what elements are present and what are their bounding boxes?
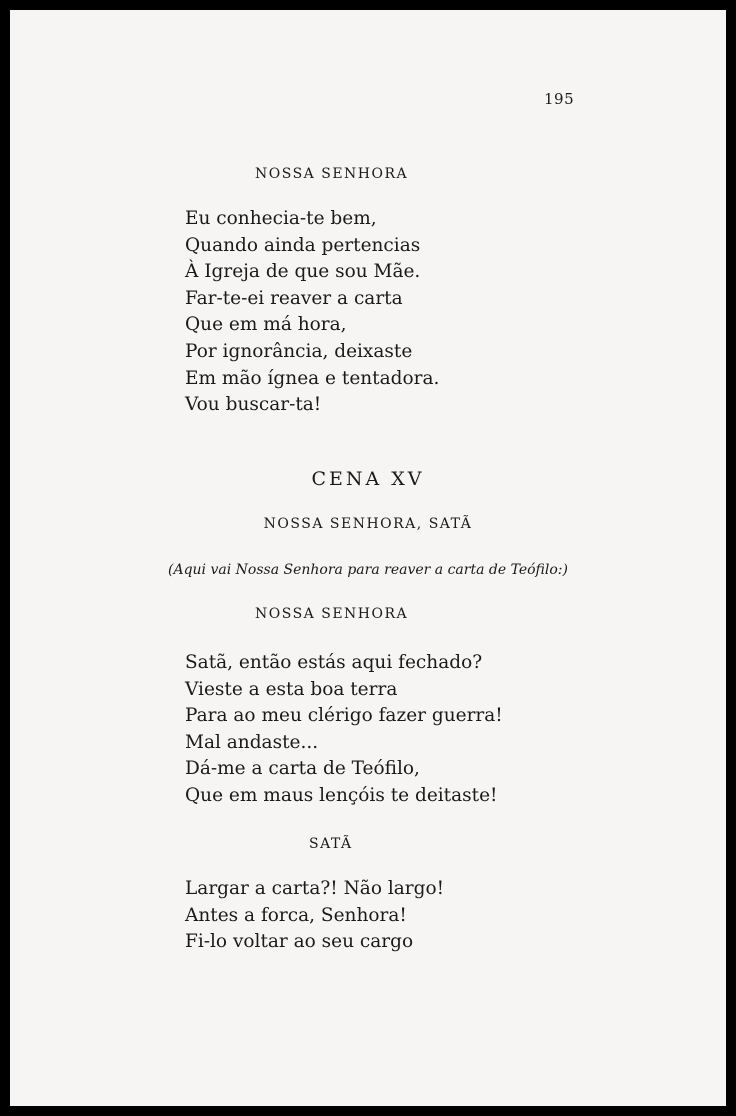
scene-title: CENA XV (311, 468, 425, 490)
scene-characters: NOSSA SENHORA, SATÃ (263, 516, 473, 532)
verse-line: Quando ainda pertencias (185, 234, 421, 256)
verse-block (185, 650, 503, 810)
book-page (10, 10, 726, 1106)
page-number: 195 (544, 90, 575, 108)
verse-line: Vou buscar-ta! (185, 394, 322, 416)
verse-line: Mal andaste... (185, 731, 319, 753)
verse-line: Antes a forca, Senhora! (185, 904, 407, 926)
verse-block (185, 206, 439, 419)
verse-line: Eu conhecia-te bem, (185, 208, 377, 229)
verse-line: Dá-me a carta de Teófilo, (185, 758, 420, 780)
stage-direction: (Aqui vai Nossa Senhora para reaver a carta de Teófilo:) (168, 562, 568, 578)
verse-line: Largar a carta?! Não largo! (185, 878, 445, 899)
speaker-name: NOSSA SENHORA (255, 606, 409, 622)
verse-line: Vieste a esta boa terra (185, 678, 398, 700)
verse-line: Que em maus lençóis te deitaste! (185, 784, 498, 806)
speaker-name: NOSSA SENHORA (255, 166, 409, 182)
verse-line: Far-te-ei reaver a carta (185, 287, 403, 309)
verse-block (185, 876, 444, 956)
speaker-name: SATÃ (309, 836, 353, 852)
verse-line: Satã, então estás aqui fechado? (185, 652, 483, 673)
verse-line: Fi-lo voltar ao seu cargo (185, 931, 414, 953)
verse-line: À Igreja de que sou Mãe. (185, 261, 421, 283)
verse-line: Que em má hora, (185, 314, 347, 336)
verse-line: Para ao meu clérigo fazer guerra! (185, 705, 503, 727)
verse-line: Por ignorância, deixaste (185, 340, 413, 362)
verse-line: Em mão ígnea e tentadora. (185, 367, 440, 389)
